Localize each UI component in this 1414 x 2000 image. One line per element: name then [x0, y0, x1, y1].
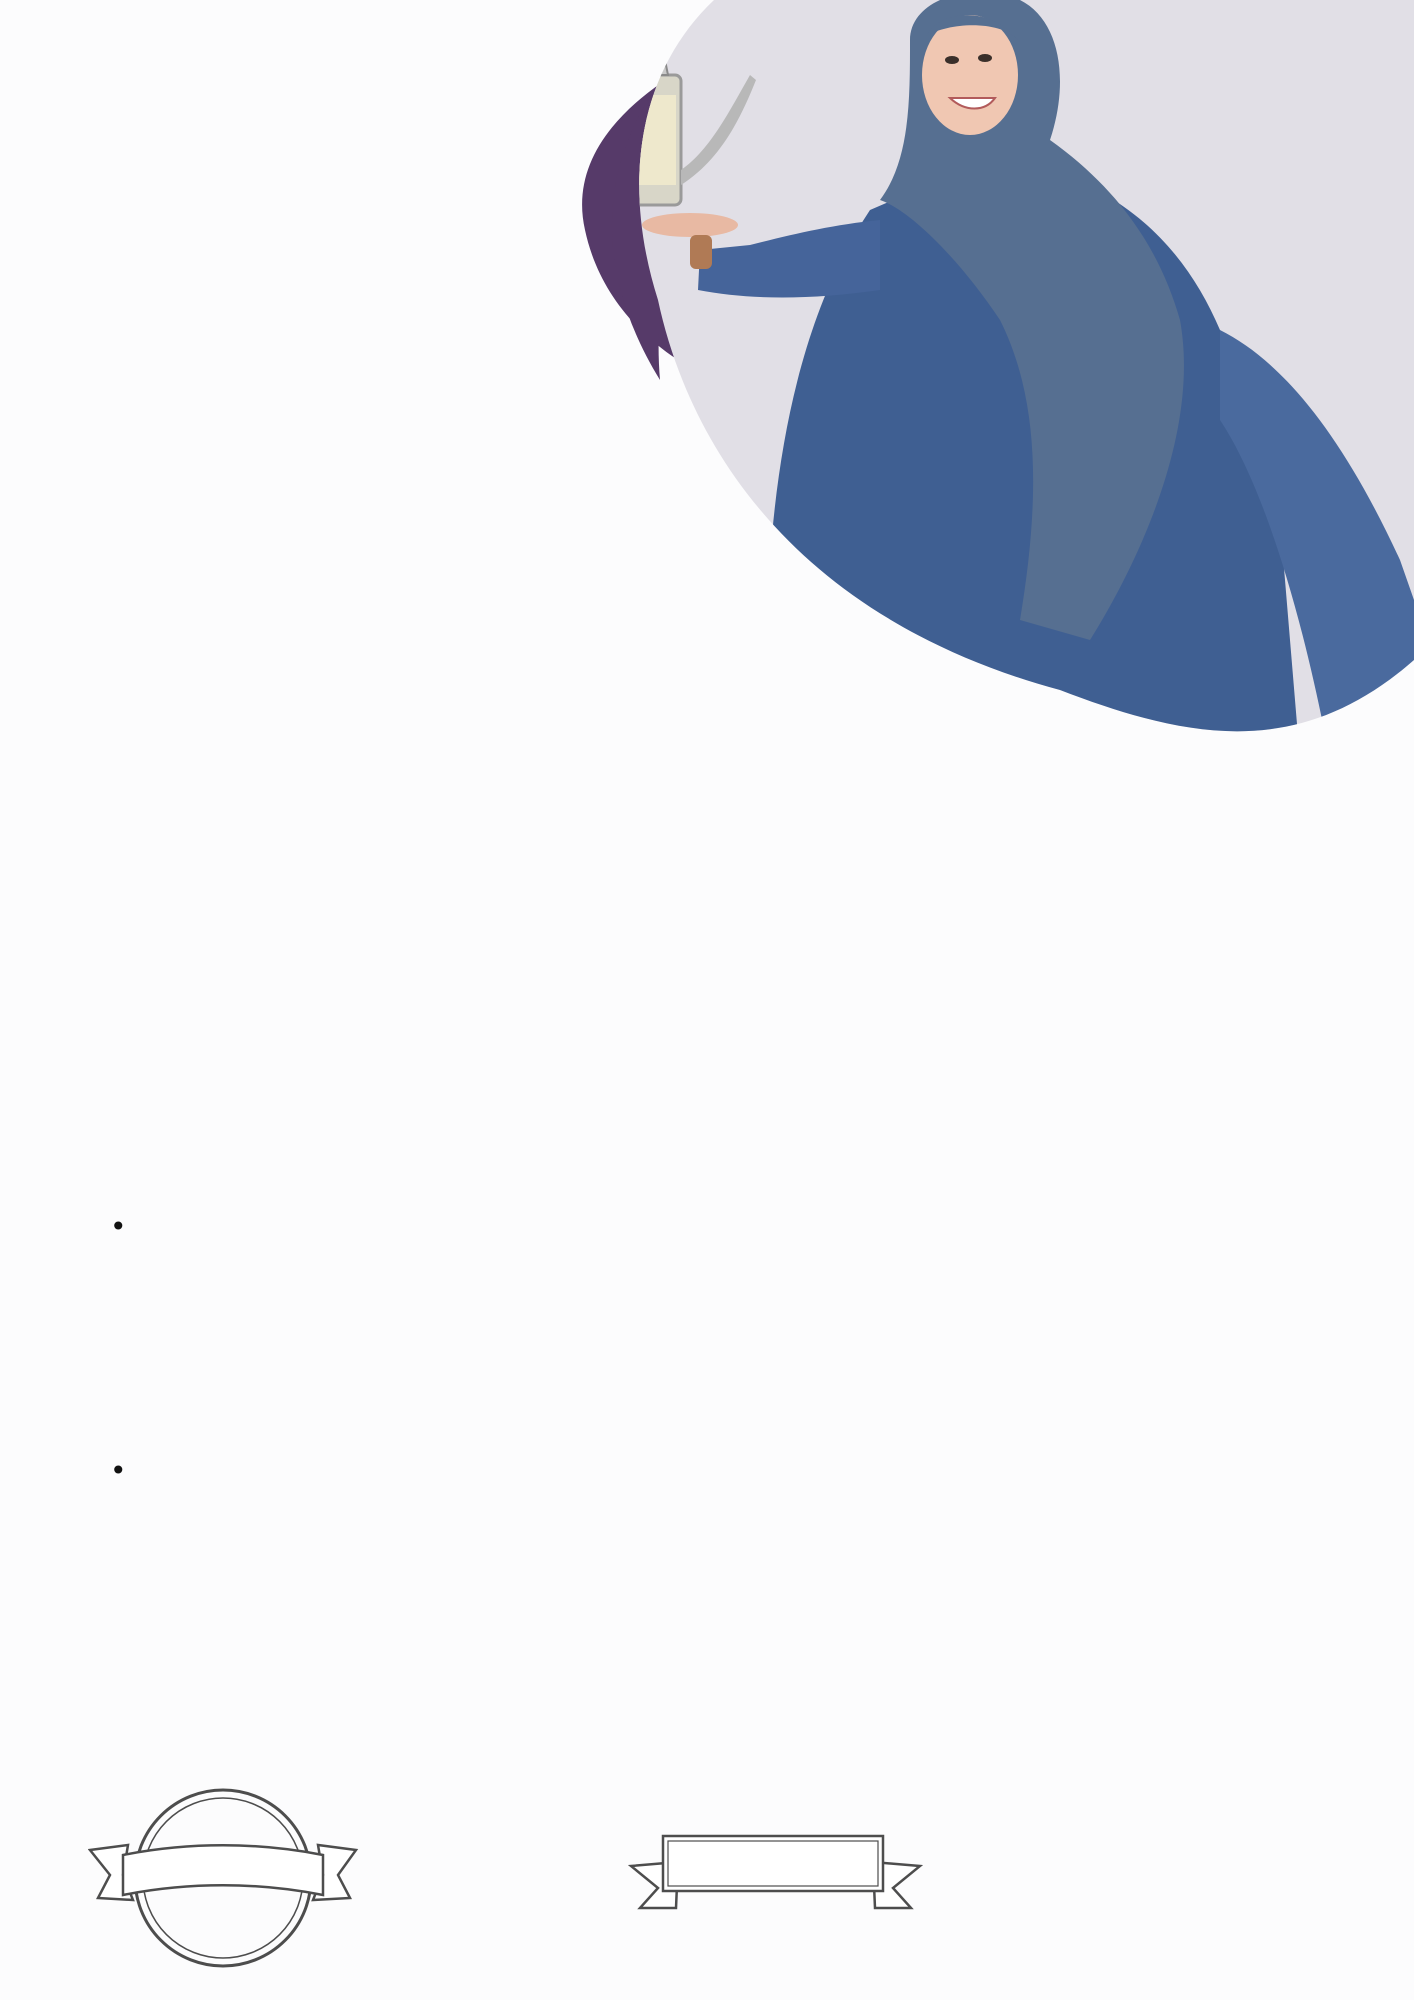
school-logo — [55, 25, 385, 200]
face-shape — [922, 15, 1018, 135]
logo-people-top-icon — [190, 25, 370, 75]
quote-block — [96, 820, 1296, 870]
portrait-photo — [580, 0, 1414, 760]
hand-shape — [642, 213, 738, 237]
since-badge — [88, 1780, 368, 1975]
language-badge — [628, 1826, 923, 1921]
logo-people-bottom-icon — [55, 133, 265, 193]
watch-shape — [690, 235, 712, 269]
